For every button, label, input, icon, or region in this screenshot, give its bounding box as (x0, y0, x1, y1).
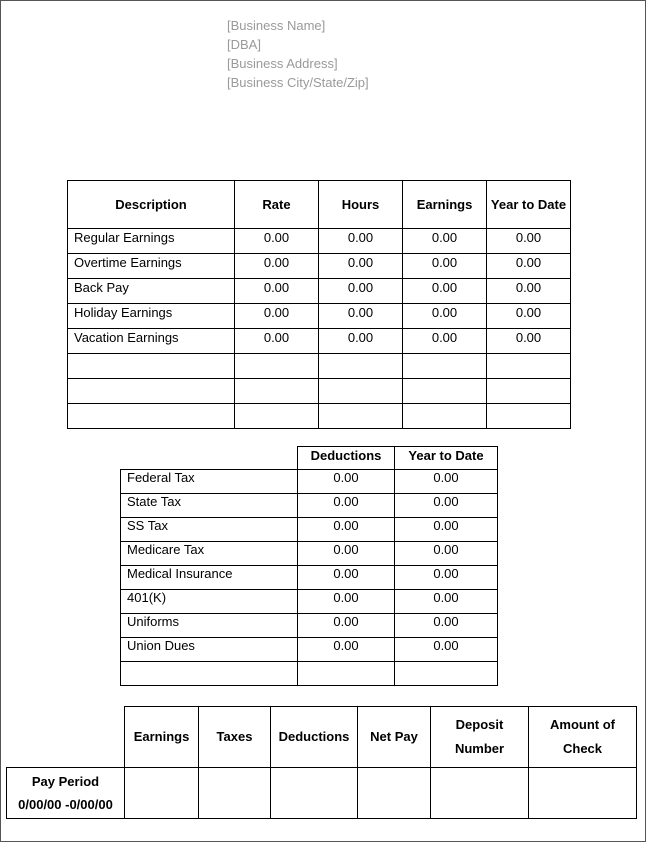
deductions-header-cell: Deductions (298, 447, 395, 470)
deductions-row (121, 590, 498, 614)
business-city: [Business City/State/Zip] (227, 75, 369, 90)
earnings-header-cell: Description (68, 181, 235, 229)
earnings-value-cell (235, 354, 319, 379)
summary-earnings-cell (125, 768, 199, 819)
earnings-row (68, 229, 571, 254)
earnings-value-cell (487, 354, 571, 379)
earnings-value-cell: 0.00 (319, 329, 403, 354)
deduction-value-cell: 0.00 (395, 494, 498, 518)
deductions-row (121, 638, 498, 662)
earnings-value-cell (235, 379, 319, 404)
earnings-value-cell (487, 404, 571, 429)
earnings-value-cell: 0.00 (487, 329, 571, 354)
earnings-description-cell: Overtime Earnings (68, 254, 235, 279)
earnings-value-cell (319, 379, 403, 404)
pay-period-cell (7, 768, 125, 819)
deductions-row (121, 614, 498, 638)
deduction-description-cell: 401(K) (121, 590, 298, 614)
earnings-value-cell: 0.00 (403, 279, 487, 304)
deduction-value-cell: 0.00 (298, 566, 395, 590)
deduction-value-cell: 0.00 (395, 470, 498, 494)
earnings-value-cell: 0.00 (319, 279, 403, 304)
earnings-description-cell: Back Pay (68, 279, 235, 304)
earnings-value-cell: 0.00 (403, 329, 487, 354)
summary-header-cell: Deposit Number (431, 707, 529, 768)
summary-header-cell: Net Pay (358, 707, 431, 768)
deduction-description-cell (121, 662, 298, 686)
deduction-value-cell: 0.00 (395, 518, 498, 542)
earnings-value-cell: 0.00 (319, 254, 403, 279)
deduction-value-cell: 0.00 (395, 566, 498, 590)
pay-period-row (7, 768, 637, 819)
deduction-value-cell: 0.00 (298, 614, 395, 638)
earnings-row (68, 404, 571, 429)
deduction-value-cell: 0.00 (298, 494, 395, 518)
earnings-description-cell (68, 379, 235, 404)
summary-header-cell (7, 707, 125, 768)
earnings-value-cell: 0.00 (319, 304, 403, 329)
pay-period-value: 0/00/00 -0/00/00 (18, 797, 113, 812)
deductions-row (121, 518, 498, 542)
earnings-description-cell: Holiday Earnings (68, 304, 235, 329)
deductions-header-row (121, 447, 498, 470)
earnings-row (68, 279, 571, 304)
earnings-value-cell: 0.00 (235, 329, 319, 354)
deduction-description-cell: State Tax (121, 494, 298, 518)
earnings-row (68, 304, 571, 329)
earnings-value-cell: 0.00 (487, 279, 571, 304)
earnings-value-cell (319, 354, 403, 379)
earnings-header-cell: Year to Date (487, 181, 571, 229)
summary-deductions-cell (271, 768, 358, 819)
deduction-value-cell: 0.00 (395, 590, 498, 614)
pay-period-label: Pay Period (31, 774, 100, 789)
business-header (227, 16, 369, 92)
earnings-row (68, 254, 571, 279)
deduction-value-cell (298, 662, 395, 686)
earnings-row (68, 354, 571, 379)
deductions-header-cell: Year to Date (395, 447, 498, 470)
summary-header-row (7, 707, 637, 768)
earnings-value-cell (235, 404, 319, 429)
deductions-row (121, 662, 498, 686)
earnings-value-cell: 0.00 (403, 304, 487, 329)
deduction-value-cell: 0.00 (298, 638, 395, 662)
pay-summary-table (6, 706, 637, 819)
deductions-row (121, 470, 498, 494)
summary-deposit-number-cell (431, 768, 529, 819)
earnings-row (68, 329, 571, 354)
deduction-description-cell: Uniforms (121, 614, 298, 638)
deductions-header-cell (121, 447, 298, 470)
deduction-description-cell: Medicare Tax (121, 542, 298, 566)
earnings-value-cell: 0.00 (235, 229, 319, 254)
earnings-value-cell: 0.00 (319, 229, 403, 254)
earnings-value-cell: 0.00 (235, 304, 319, 329)
summary-header-cell: Taxes (199, 707, 271, 768)
business-address: [Business Address] (227, 56, 338, 71)
earnings-value-cell: 0.00 (403, 229, 487, 254)
earnings-value-cell: 0.00 (487, 254, 571, 279)
deduction-value-cell: 0.00 (395, 542, 498, 566)
earnings-body (68, 229, 571, 429)
deductions-row (121, 494, 498, 518)
deduction-value-cell: 0.00 (298, 470, 395, 494)
deduction-value-cell: 0.00 (298, 590, 395, 614)
deductions-row (121, 542, 498, 566)
summary-amount-of-check-cell (529, 768, 637, 819)
earnings-description-cell (68, 354, 235, 379)
earnings-description-cell (68, 404, 235, 429)
earnings-value-cell: 0.00 (487, 304, 571, 329)
earnings-value-cell (319, 404, 403, 429)
deduction-description-cell: SS Tax (121, 518, 298, 542)
earnings-value-cell: 0.00 (487, 229, 571, 254)
earnings-value-cell (403, 379, 487, 404)
summary-header-cell: Deductions (271, 707, 358, 768)
summary-header-cell: Amount of Check (529, 707, 637, 768)
deduction-value-cell: 0.00 (395, 638, 498, 662)
deduction-description-cell: Medical Insurance (121, 566, 298, 590)
earnings-value-cell: 0.00 (235, 279, 319, 304)
earnings-row (68, 379, 571, 404)
deduction-value-cell: 0.00 (298, 542, 395, 566)
deduction-value-cell: 0.00 (395, 614, 498, 638)
deduction-description-cell: Union Dues (121, 638, 298, 662)
earnings-value-cell (403, 404, 487, 429)
summary-net-pay-cell (358, 768, 431, 819)
earnings-value-cell (487, 379, 571, 404)
deductions-body (121, 470, 498, 686)
business-dba: [DBA] (227, 37, 261, 52)
earnings-description-cell: Vacation Earnings (68, 329, 235, 354)
earnings-header-cell: Earnings (403, 181, 487, 229)
business-name: [Business Name] (227, 18, 326, 33)
earnings-header-cell: Rate (235, 181, 319, 229)
earnings-header-cell: Hours (319, 181, 403, 229)
deductions-table (120, 446, 498, 686)
earnings-description-cell: Regular Earnings (68, 229, 235, 254)
earnings-table (67, 180, 571, 429)
summary-header-cell: Earnings (125, 707, 199, 768)
deduction-value-cell: 0.00 (298, 518, 395, 542)
earnings-value-cell: 0.00 (235, 254, 319, 279)
earnings-value-cell (403, 354, 487, 379)
deduction-value-cell (395, 662, 498, 686)
summary-taxes-cell (199, 768, 271, 819)
earnings-value-cell: 0.00 (403, 254, 487, 279)
earnings-header-row (68, 181, 571, 229)
deductions-row (121, 566, 498, 590)
deduction-description-cell: Federal Tax (121, 470, 298, 494)
